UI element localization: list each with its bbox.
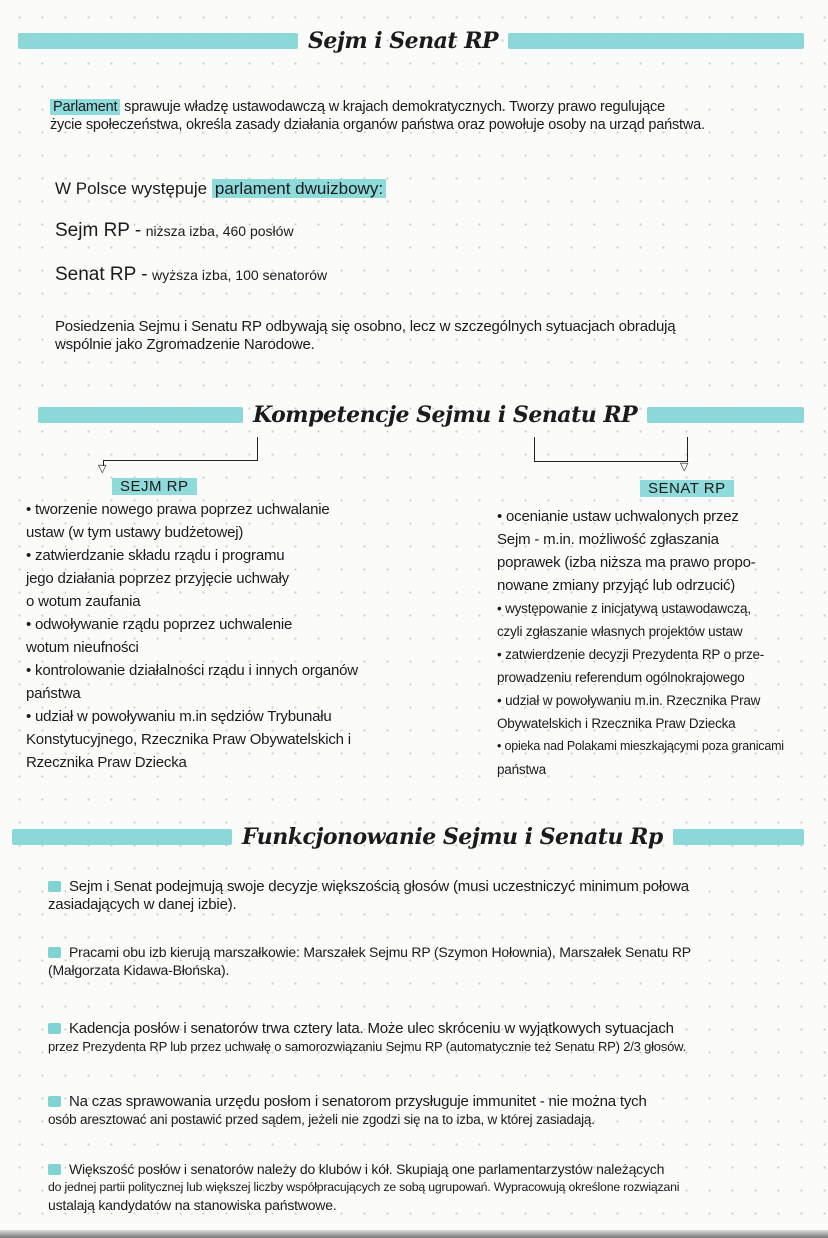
sejm-label: SEJM RP bbox=[112, 478, 197, 495]
list-line: o wotum zaufania bbox=[26, 593, 141, 610]
list-line: • występowanie z inicjatywą ustawodawczą, bbox=[497, 601, 751, 616]
text-line: osób aresztować ani postawić przed sądem, jeżeli nie zgodzi się na to izba, w której zasiadają. bbox=[48, 1112, 595, 1127]
list-line: jego działania poprzez przyjęcie uchwały bbox=[26, 570, 289, 587]
list-line: Obywatelskich i Rzecznika Praw Dziecka bbox=[497, 716, 736, 731]
list-line: państwa bbox=[497, 762, 546, 777]
senat-desc: wyższa izba, 100 senatorów bbox=[152, 267, 328, 283]
text-line: Pracami obu izb kierują marszałkowie: Marszałek Sejmu RP (Szymon Hołownia), Marszałek Senatu RP bbox=[69, 944, 691, 960]
list-line: • odwoływanie rządu poprzez uchwalenie bbox=[26, 616, 293, 633]
list-line: • udział w powoływaniu m.in. Rzecznika Praw bbox=[497, 693, 761, 708]
list-line: ustaw (w tym ustawy budżetowej) bbox=[26, 524, 244, 541]
sejm-competences-list bbox=[26, 498, 358, 774]
list-line: • tworzenie nowego prawa poprzez uchwalanie bbox=[26, 501, 330, 518]
list-line: Sejm - m.in. możliwość zgłaszania bbox=[497, 531, 719, 548]
list-line: nowane zmiany przyjąć lub odrzucić) bbox=[497, 577, 736, 594]
term-parlament: Parlament bbox=[50, 99, 120, 115]
list-line: wotum nieufności bbox=[26, 639, 139, 656]
list-line: • kontrolowanie działalności rządu i innych organów bbox=[26, 662, 358, 679]
senat-definition bbox=[55, 264, 327, 286]
sejm-name: Sejm RP - bbox=[55, 220, 142, 241]
intro-text: życie społeczeństwa, określa zasady działania organów państwa oraz powołuje osoby na urząd państwa. bbox=[50, 117, 705, 133]
posiedzenia-paragraph bbox=[55, 318, 675, 354]
text-line: przez Prezydenta RP lub przez uchwałę o samorozwiązaniu Sejmu RP (automatycznie też Senatu RP) 2/3 głosów. bbox=[48, 1039, 687, 1054]
list-line: • zatwierdzenie decyzji Prezydenta RP o prze- bbox=[497, 647, 765, 662]
functioning-item bbox=[48, 1093, 647, 1129]
sejm-desc: niższa izba, 460 posłów bbox=[145, 223, 294, 239]
connector-left-vert bbox=[257, 437, 258, 461]
list-line: • opieka nad Polakami mieszkającymi poza granicami bbox=[497, 739, 784, 753]
highlight-bar bbox=[38, 407, 243, 423]
intro-paragraph bbox=[50, 98, 705, 134]
square-bullet-icon bbox=[48, 1023, 61, 1034]
text-line: (Małgorzata Kidawa-Błońska). bbox=[48, 962, 230, 978]
functioning-item bbox=[48, 878, 689, 914]
highlight-bar bbox=[508, 33, 804, 49]
square-bullet-icon bbox=[48, 1096, 61, 1107]
connector-right bbox=[534, 437, 688, 462]
list-line: państwa bbox=[26, 685, 81, 702]
section-header-1 bbox=[18, 28, 804, 54]
list-line: • ocenianie ustaw uchwalonych przez bbox=[497, 508, 739, 525]
senat-competences-list bbox=[497, 505, 784, 781]
page-bottom-edge bbox=[0, 1230, 828, 1238]
text-line: Posiedzenia Sejmu i Senatu RP odbywają się osobno, lecz w szczególnych sytuacjach obradują bbox=[55, 318, 676, 335]
square-bullet-icon bbox=[48, 881, 61, 892]
senat-label: SENAT RP bbox=[640, 480, 734, 497]
list-line: Konstytucyjnego, Rzecznika Praw Obywatelskich i bbox=[26, 731, 351, 748]
highlight-bar bbox=[18, 33, 298, 49]
highlight-bar bbox=[647, 407, 804, 423]
text-line: Większość posłów i senatorów należy do klubów i kół. Skupiają one parlamentarzystów należących bbox=[69, 1161, 665, 1177]
text-line: do jednej partii politycznej lub większej liczby współpracujących ze sobą ugrupowań. Wypracowują określone rozwiązani bbox=[48, 1180, 680, 1194]
functioning-item bbox=[48, 1160, 679, 1214]
arrow-down-icon: ▽ bbox=[680, 461, 689, 473]
highlight-bar bbox=[673, 829, 804, 845]
section-title-sejm-senat: Sejm i Senat RP bbox=[308, 28, 499, 54]
text-line: zasiadających w danej izbie). bbox=[48, 896, 237, 913]
arrow-down-icon: ▽ bbox=[98, 463, 107, 475]
functioning-item bbox=[48, 1020, 686, 1056]
senat-name: Senat RP - bbox=[55, 264, 148, 285]
functioning-item bbox=[48, 943, 691, 979]
poland-line bbox=[55, 178, 386, 200]
poland-text: W Polsce występuje bbox=[55, 179, 208, 198]
intro-text: sprawuje władzę ustawodawczą w krajach demokratycznych. Tworzy prawo regulujące bbox=[124, 99, 665, 115]
connector-left-horiz bbox=[103, 460, 258, 461]
section-title-kompetencje: Kompetencje Sejmu i Senatu RP bbox=[253, 402, 638, 428]
text-line: wspólnie jako Zgromadzenie Narodowe. bbox=[55, 336, 315, 353]
text-line: Kadencja posłów i senatorów trwa cztery lata. Może ulec skróceniu w wyjątkowych sytuacjach bbox=[69, 1020, 674, 1037]
text-line: Sejm i Senat podejmują swoje decyzje większością głosów (musi uczestniczyć minimum połowa bbox=[69, 878, 689, 895]
term-dwuizbowy: parlament dwuizbowy: bbox=[212, 179, 386, 198]
section-header-2 bbox=[38, 402, 804, 428]
square-bullet-icon bbox=[48, 947, 61, 958]
section-title-funkcjonowanie: Funkcjonowanie Sejmu i Senatu Rp bbox=[242, 824, 663, 850]
text-line: ustalają kandydatów na stanowiska państwowe. bbox=[48, 1197, 337, 1213]
square-bullet-icon bbox=[48, 1164, 61, 1175]
list-line: czyli zgłaszanie własnych projektów ustaw bbox=[497, 624, 743, 639]
list-line: • udział w powoływaniu m.in sędziów Trybunału bbox=[26, 708, 332, 725]
list-line: prowadzeniu referendum ogólnokrajowego bbox=[497, 670, 745, 685]
highlight-bar bbox=[12, 829, 232, 845]
list-line: poprawek (izba niższa ma prawo propo- bbox=[497, 554, 756, 571]
sejm-definition bbox=[55, 220, 294, 242]
section-header-3 bbox=[12, 824, 804, 850]
list-line: Rzecznika Praw Dziecka bbox=[26, 754, 187, 771]
text-line: Na czas sprawowania urzędu posłom i senatorom przysługuje immunitet - nie można tych bbox=[69, 1093, 647, 1110]
list-line: • zatwierdzanie składu rządu i programu bbox=[26, 547, 285, 564]
